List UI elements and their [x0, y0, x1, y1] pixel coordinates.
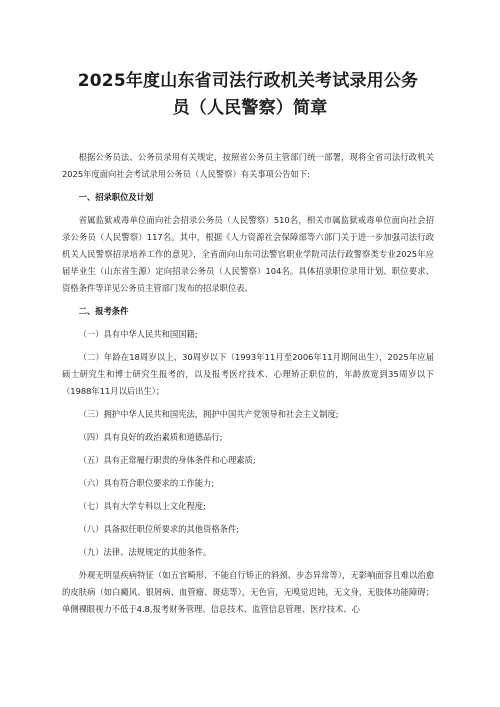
title-line-2: 员（人民警察）简章	[172, 98, 328, 118]
section-heading-positions: 一、招录职位及计划	[78, 192, 154, 202]
condition-item: （四）具有良好的政治素质和道德品行;	[78, 432, 223, 442]
positions-paragraph: 省属监狱戒毒单位面向社会招录公务员（人民警察）510名，相关市属监狱戒毒单位面向社会招录公务员（人民警察）117名。其中，根据《人力资源社会保障部等六部门关于进一步加强司法行政机关人民警察招录培养工作的意见》，全省面向山东司法警官职业学院司法行政警察类专业2025年应届毕业生（山东省生源）定向招录公务员（人民警察）104名。具体招录职位录用计划、职位要求、资格条件等详见公务员主管部门发布的招录职位表。	[62, 215, 434, 293]
document-title	[62, 68, 434, 122]
condition-item: （五）具有正常履行职责的身体条件和心理素质;	[78, 455, 256, 465]
condition-item: （七）具有大学专科以上文化程度;	[78, 501, 206, 511]
condition-item: （九）法律、法规规定的其他条件。	[78, 547, 212, 557]
condition-item: （八）具备拟任职位所要求的其他资格条件;	[78, 524, 240, 534]
condition-item: （二）年龄在18周岁以上、30周岁以下（1993年11月至2006年11月期间出生），2025年应届硕士研究生和博士研究生报考的，以及报考医疗技术、心理矫正职位的，年龄放宽到35周岁以下（1988年11月以后出生）；	[62, 352, 434, 396]
title-line-1: 2025年度山东省司法行政机关考试录用公务	[77, 71, 419, 91]
condition-item: （一）具有中华人民共和国国籍;	[78, 329, 198, 339]
condition-item: （三）拥护中华人民共和国宪法，拥护中国共产党领导和社会主义制度;	[78, 409, 339, 419]
condition-item: （六）具有符合职位要求的工作能力;	[78, 478, 215, 488]
intro-paragraph: 根据公务员法、公务员录用有关规定，按照省公务员主管部门统一部署，现将全省司法行政机关2025年度面向社会考试录用公务员（人民警察）有关事项公告如下:	[62, 152, 434, 179]
physical-requirements-paragraph: 外观无明显疾病特征（如五官畸形、不能自行矫正的斜颈、步态异常等），无影响面容且难以治愈的皮肤病（如白癜风、银屑病、血管瘤、斑痣等），无色盲，无嗅觉迟钝，无文身，无肢体功能障碍；单侧裸眼视力不低于4.8,报考财务管理、信息技术、监管信息管理、医疗技术、心	[62, 570, 434, 614]
section-heading-conditions: 二、报考条件	[78, 306, 129, 316]
